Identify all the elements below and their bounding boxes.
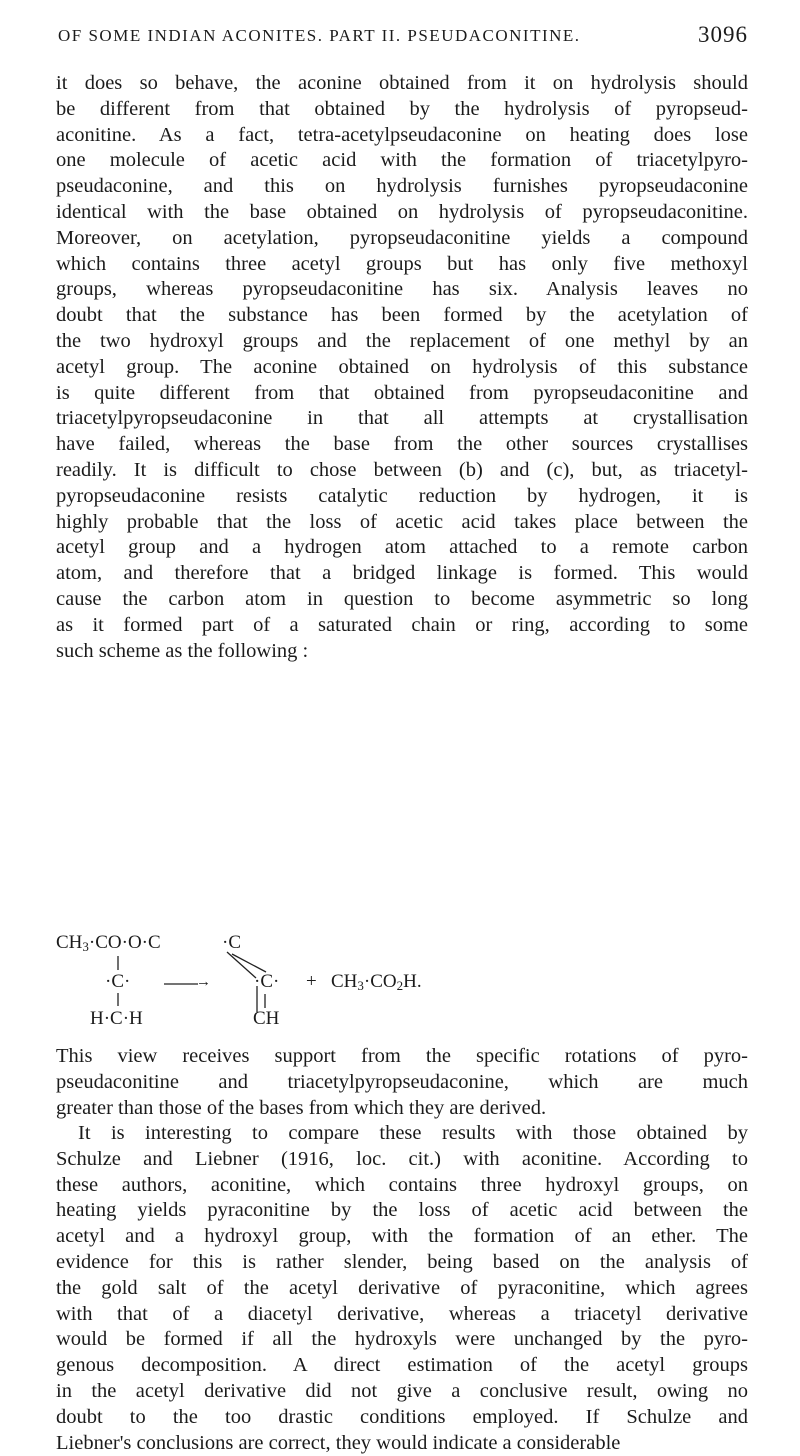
text-line: the gold salt of the acetyl derivative of pyraconitine, which agrees xyxy=(56,1276,748,1299)
running-title: OF SOME INDIAN ACONITES. PART II. PSEUDACONITINE. xyxy=(58,26,581,45)
text-line: aconitine. As a fact, tetra-acetylpseudaconine on heating does lose xyxy=(56,123,748,146)
bond-right-upper xyxy=(232,954,266,972)
paragraph-2 xyxy=(56,1044,748,1121)
text-line: such scheme as the following : xyxy=(56,639,309,662)
text-line: pseudaconine, and this on hydrolysis furnishes pyropseudaconine xyxy=(56,175,748,198)
text-line: as it formed part of a saturated chain or ring, according to some xyxy=(56,613,748,636)
text-line: would be formed if all the hydroxyls were unchanged by the pyro- xyxy=(56,1328,748,1351)
text-line: it does so behave, the aconine obtained from it on hydrolysis should xyxy=(56,72,748,94)
text-line: highly probable that the loss of acetic acid takes place between the xyxy=(56,510,748,533)
text-line: cause the carbon atom in question to become asymmetric so long xyxy=(56,587,748,610)
text-line: Liebner's conclusions are correct, they would indicate a considerable xyxy=(56,1431,621,1454)
right-mid-group: ·C· xyxy=(254,971,280,992)
text-line: in the acetyl derivative did not give a conclusive result, owing no xyxy=(56,1379,748,1402)
text-line: be different from that obtained by the hydrolysis of pyropseud- xyxy=(56,97,748,120)
product-formula: $CH_3\cdot CO_2H$. xyxy=(331,971,422,993)
left-bot-group: H·C·H xyxy=(90,1008,143,1029)
text-line: have failed, whereas the base from the other sources crystallises xyxy=(56,433,748,456)
text-line: evidence for this is rather slender, being based on the analysis of xyxy=(56,1250,748,1273)
text-line: heating yields pyraconitine by the loss of acetic acid between the xyxy=(56,1199,748,1222)
text-line: which contains three acetyl groups but has only five methoxyl xyxy=(56,252,748,275)
text-line: with that of a diacetyl derivative, whereas a triacetyl derivative xyxy=(56,1302,748,1325)
text-line: the two hydroxyl groups and the replacement of one methyl by an xyxy=(56,329,748,352)
text-line: Schulze and Liebner (1916, loc. cit.) with aconitine. According to xyxy=(56,1147,748,1170)
text-line: these authors, aconitine, which contains three hydroxyl groups, on xyxy=(56,1173,748,1196)
left-top-group: $CH_3\cdot CO\cdot O\cdot C$ xyxy=(56,932,161,954)
text-line: It is interesting to compare these results with those obtained by xyxy=(78,1122,748,1144)
text-line: one molecule of acetic acid with the formation of triacetylpyro- xyxy=(56,149,748,172)
text-line: doubt to the too drastic conditions employed. If Schulze and xyxy=(56,1405,748,1428)
text-line: pseudaconitine and triacetylpyropseudaconine, which are much xyxy=(56,1070,748,1093)
running-header xyxy=(58,14,748,54)
text-line: pyropseudaconine resists catalytic reduction by hydrogen, it is xyxy=(56,484,748,507)
reaction-scheme xyxy=(56,926,748,1038)
text-line: genous decomposition. A direct estimation of the acetyl groups xyxy=(56,1354,748,1377)
paragraph-1 xyxy=(56,71,748,664)
text-line: groups, whereas pyropseudaconitine has six. Analysis leaves no xyxy=(56,278,748,301)
text-line: acetyl group and a hydrogen atom attached to a remote carbon xyxy=(56,536,748,559)
plus-sign: + xyxy=(306,971,317,992)
text-line: acetyl group. The aconine obtained on hydrolysis of this substance xyxy=(56,355,748,378)
paragraph-3 xyxy=(56,1121,748,1456)
text-line: This view receives support from the specific rotations of pyro- xyxy=(56,1045,748,1067)
reaction-arrow: → xyxy=(196,974,211,990)
text-line: greater than those of the bases from which they are derived. xyxy=(56,1096,547,1119)
right-top-group: ·C xyxy=(222,932,241,953)
text-line: doubt that the substance has been formed by the acetylation of xyxy=(56,304,748,327)
text-line: triacetylpyropseudaconine in that all attempts at crystallisation xyxy=(56,407,748,430)
text-line: acetyl and a hydroxyl group, with the formation of an ether. The xyxy=(56,1225,748,1248)
text-line: identical with the base obtained on hydrolysis of pyropseudaconitine. xyxy=(56,200,748,223)
right-bot-group: CH xyxy=(253,1008,280,1029)
text-line: atom, and therefore that a bridged linkage is formed. This would xyxy=(56,562,748,585)
left-mid-group: ·C· xyxy=(105,971,131,992)
text-line: readily. It is difficult to chose between (b) and (c), but, as triacetyl- xyxy=(56,458,748,481)
text-line: is quite different from that obtained from pyropseudaconitine and xyxy=(56,381,748,404)
page-number: 3096 xyxy=(698,22,748,47)
text-line: Moreover, on acetylation, pyropseudaconitine yields a compound xyxy=(56,226,748,249)
